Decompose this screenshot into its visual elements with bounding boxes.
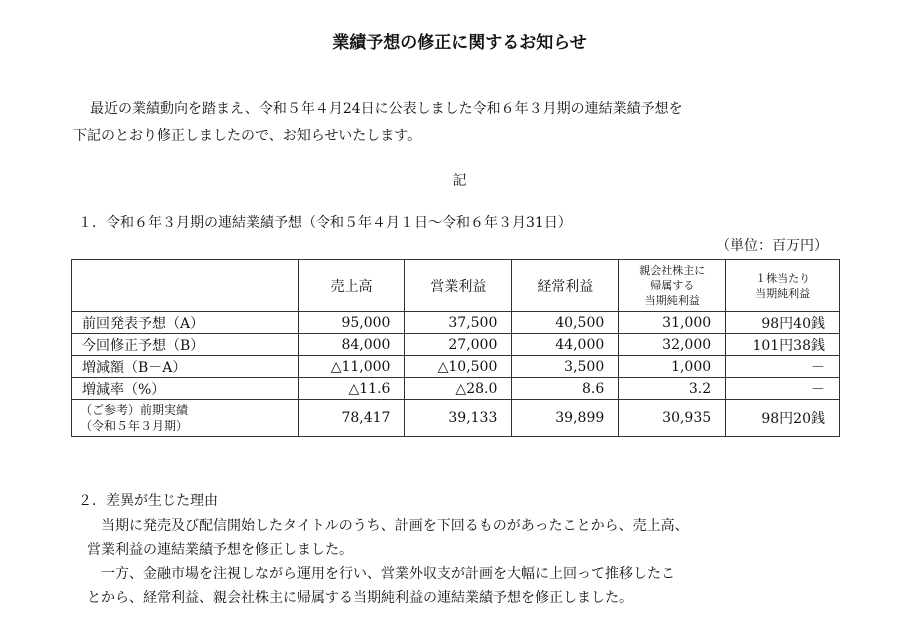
table-row <box>72 356 840 378</box>
cell-operating: 39,133 <box>405 400 512 437</box>
row-label: 前回発表予想（A） <box>72 312 299 334</box>
table-row <box>72 312 840 334</box>
cell-ordinary: 39,899 <box>512 400 619 437</box>
cell-net: 32,000 <box>619 334 726 356</box>
cell-eps: 98円20銭 <box>726 400 840 437</box>
row-label-line-1: （ご参考）前期実績 <box>80 403 189 417</box>
cell-sales: 84,000 <box>298 334 405 356</box>
header-net-line-2: 帰属する <box>650 279 695 292</box>
intro-paragraph <box>73 96 863 150</box>
header-net-line-3: 当期純利益 <box>644 294 700 307</box>
cell-ordinary: 3,500 <box>512 356 619 378</box>
reason-p1-line-2: 営業利益の連結業績予想を修正しました。 <box>87 542 353 558</box>
header-empty <box>72 260 299 312</box>
cell-operating: △28.0 <box>405 378 512 400</box>
table-header-row <box>72 260 840 312</box>
reason-p1-line-1: 当期に発売及び配信開始したタイトルのうち、計画を下回るものがあったことから、売上高、 <box>101 518 689 534</box>
cell-sales: 78,417 <box>298 400 405 437</box>
header-eps-line-1: １株当たり <box>755 271 811 285</box>
cell-ordinary: 44,000 <box>512 334 619 356</box>
row-label-line-2: （令和５年３月期） <box>80 419 189 433</box>
header-eps-line-2: 当期純利益 <box>755 286 811 300</box>
table-row <box>72 334 840 356</box>
header-net-income <box>619 260 726 312</box>
section1-title: １．令和６年３月期の連結業績予想（令和５年４月１日～令和６年３月31日） <box>78 215 572 231</box>
cell-net: 31,000 <box>619 312 726 334</box>
forecast-table <box>71 259 840 437</box>
reason-p2-line-1: 一方、金融市場を注視しながら運用を行い、営業外収支が計画を大幅に上回って推移したこ <box>101 566 675 582</box>
cell-operating: 27,000 <box>405 334 512 356</box>
intro-line-1: 最近の業績動向を踏まえ、令和５年４月24日に公表しました令和６年３月期の連結業績予想を <box>90 101 683 117</box>
header-operating-income: 営業利益 <box>405 260 512 312</box>
cell-ordinary: 40,500 <box>512 312 619 334</box>
cell-eps: － <box>726 378 840 400</box>
reason-paragraphs <box>73 514 843 610</box>
cell-operating: 37,500 <box>405 312 512 334</box>
cell-operating: △10,500 <box>405 356 512 378</box>
row-label <box>72 400 299 437</box>
cell-net: 30,935 <box>619 400 726 437</box>
header-eps <box>726 260 840 312</box>
header-sales: 売上高 <box>298 260 405 312</box>
cell-eps: 101円38銭 <box>726 334 840 356</box>
page-title: 業績予想の修正に関するお知らせ <box>332 33 587 53</box>
cell-eps: 98円40銭 <box>726 312 840 334</box>
row-label: 増減額（B－A） <box>72 356 299 378</box>
cell-ordinary: 8.6 <box>512 378 619 400</box>
cell-sales: 95,000 <box>298 312 405 334</box>
cell-eps: － <box>726 356 840 378</box>
cell-net: 1,000 <box>619 356 726 378</box>
ki-heading: 記 <box>452 173 467 189</box>
unit-label: （単位：百万円） <box>716 238 828 254</box>
header-net-line-1: 親会社株主に <box>639 264 706 277</box>
table-row <box>72 378 840 400</box>
cell-sales: △11,000 <box>298 356 405 378</box>
reason-p2-line-2: とから、経常利益、親会社株主に帰属する当期純利益の連結業績予想を修正しました。 <box>87 590 633 606</box>
cell-sales: △11.6 <box>298 378 405 400</box>
row-label: 増減率（%） <box>72 378 299 400</box>
header-ordinary-income: 経常利益 <box>512 260 619 312</box>
intro-line-2: 下記のとおり修正しましたので、お知らせいたします。 <box>73 128 422 144</box>
row-label: 今回修正予想（B） <box>72 334 299 356</box>
section2-title: ２．差異が生じた理由 <box>78 493 218 509</box>
table-row <box>72 400 840 437</box>
cell-net: 3.2 <box>619 378 726 400</box>
